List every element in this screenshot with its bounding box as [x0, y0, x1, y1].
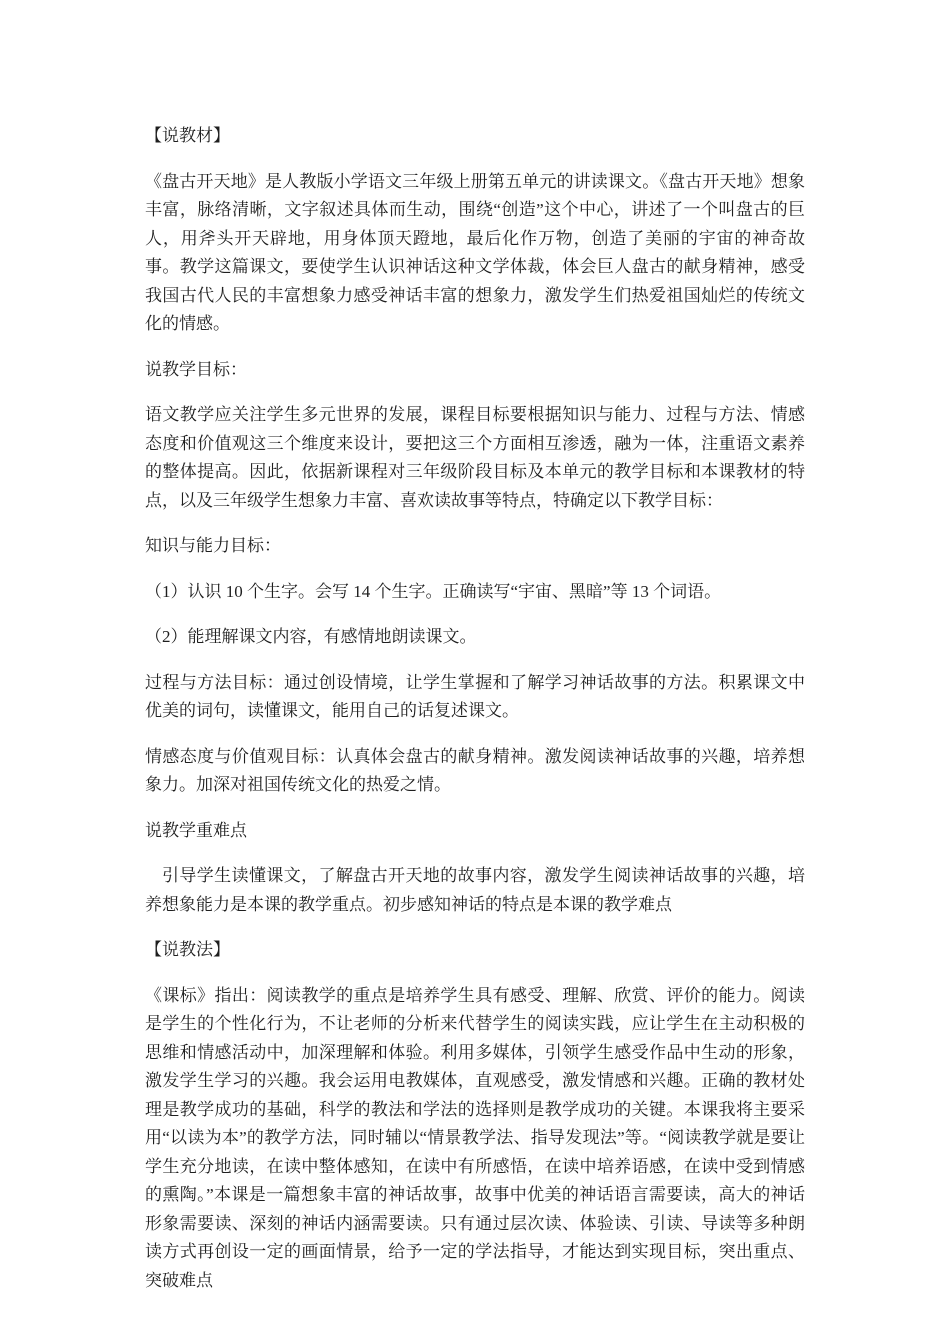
- document-body: [145, 122, 805, 1295]
- para-goal-design-rationale: 语文教学应关注学生多元世界的发展，课程目标要根据知识与能力、过程与方法、情感态度和价值观这三个维度来设计，要把这三个方面相互渗透，融为一体，注重语文素养的整体提高。因此，依据新课程对三年级阶段目标及本单元的教学目标和本课教材的特点，以及三年级学生想象力丰富、喜欢读故事等特点，特确定以下教学目标：: [145, 405, 805, 510]
- list-item-goal-2: （2）能理解课文内容，有感情地朗读课文。: [145, 627, 477, 646]
- para-textbook-analysis: 《盘古开天地》是人教版小学语文三年级上册第五单元的讲读课文。《盘古开天地》想象丰富，脉络清晰，文字叙述具体而生动，围绕“创造”这个中心，讲述了一个叫盘古的巨人，用斧头开天辟地，用身体顶天蹬地，最后化作万物，创造了美丽的宇宙的神奇故事。教学这篇课文，要使学生认识神话这种文学体裁，体会巨人盘古的献身精神，感受我国古代人民的丰富想象力感受神话丰富的想象力，激发学生们热爱祖国灿烂的传统文化的情感。: [145, 171, 805, 333]
- heading-shuo-jiaofa: 【说教法】: [145, 940, 230, 959]
- para-emotion-attitude-goal: 情感态度与价值观目标：认真体会盘古的献身精神。激发阅读神话故事的兴趣，培养想象力。加深对祖国传统文化的热爱之情。: [145, 746, 805, 794]
- heading-key-difficult-points: 说教学重难点: [145, 820, 247, 840]
- heading-teaching-goals: 说教学目标：: [145, 359, 247, 379]
- heading-shuo-jiaocai: 【说教材】: [145, 126, 230, 145]
- para-process-method-goal: 过程与方法目标：通过创设情境，让学生掌握和了解学习神话故事的方法。积累课文中优美的词句，读懂课文，能用自己的话复述课文。: [145, 672, 805, 720]
- heading-knowledge-ability-goals: 知识与能力目标：: [145, 536, 281, 555]
- para-key-difficult-points: 引导学生读懂课文，了解盘古开天地的故事内容，激发学生阅读神话故事的兴趣，培养想象能力是本课的教学重点。初步感知神话的特点是本课的教学难点: [145, 866, 805, 914]
- para-teaching-methods: 《课标》指出：阅读教学的重点是培养学生具有感受、理解、欣赏、评价的能力。阅读是学生的个性化行为，不让老师的分析来代替学生的阅读实践，应让学生在主动积极的思维和情感活动中，加深理解和体验。利用多媒体，引领学生感受作品中生动的形象，激发学生学习的兴趣。我会运用电教媒体，直观感受，激发情感和兴趣。正确的教材处理是教学成功的基础，科学的教法和学法的选择则是教学成功的关键。本课我将主要采用“以读为本”的教学方法，同时辅以“情景教学法、指导发现法”等。“阅读教学就是要让学生充分地读，在读中整体感知，在读中有所感悟，在读中培养语感，在读中受到情感的熏陶。”本课是一篇想象丰富的神话故事，故事中优美的神话语言需要读，高大的神话形象需要读、深刻的神话内涵需要读。只有通过层次读、体验读、引读、导读等多种朗读方式再创设一定的画面情景，给予一定的学法指导，才能达到实现目标，突出重点、突破难点: [145, 985, 805, 1290]
- list-item-goal-1: （1）认识 10 个生字。会写 14 个生字。正确读写“宇宙、黑暗”等 13 个词语。: [145, 581, 722, 601]
